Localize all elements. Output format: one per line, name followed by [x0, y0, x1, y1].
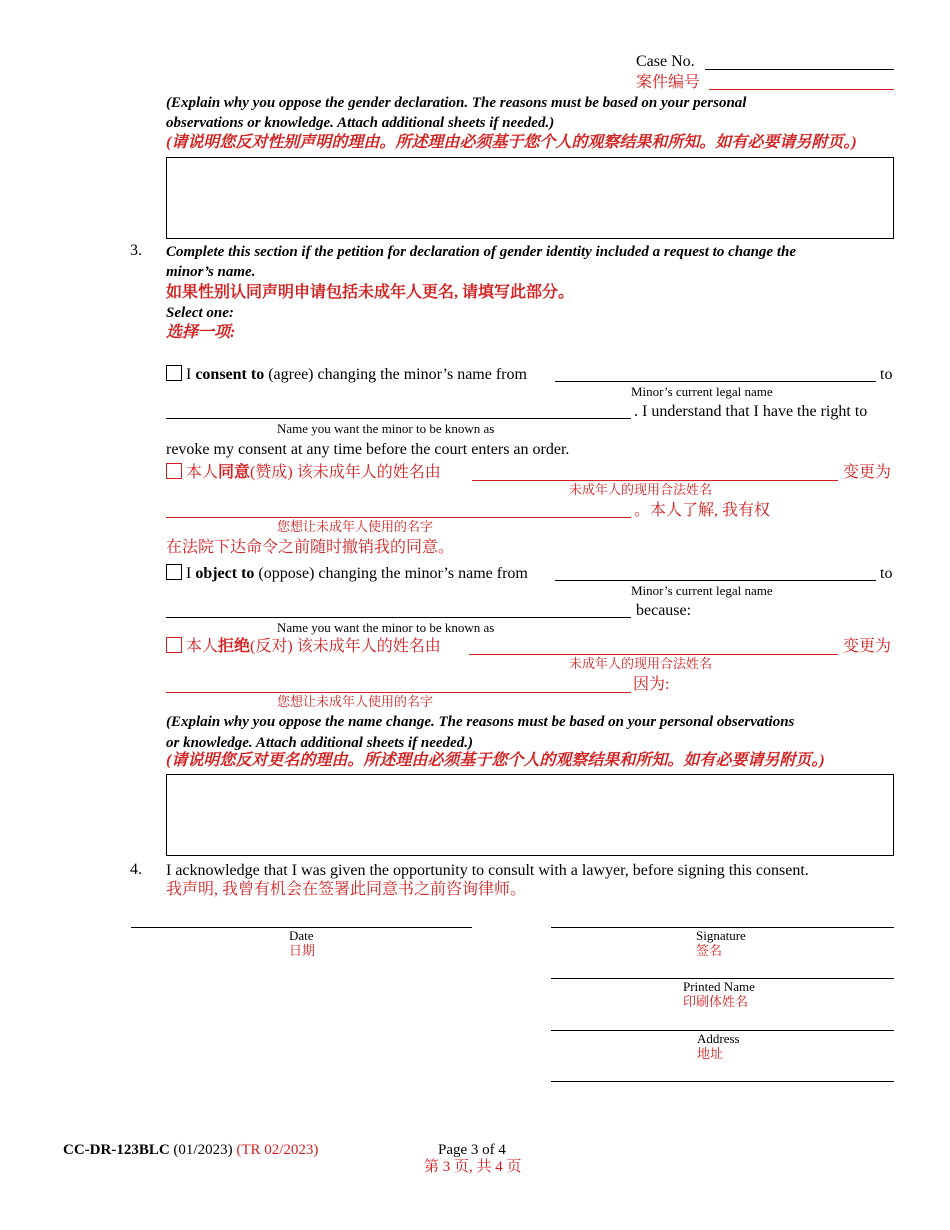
consent-zh-understand: 。本人了解, 我有权 [634, 502, 771, 519]
case-no-field[interactable] [705, 69, 894, 70]
select-one-label: Select one: [166, 305, 234, 321]
section-3-intro-2: minor’s name. [166, 264, 256, 280]
case-no-field-zh-line [709, 89, 894, 90]
object-checkbox-zh[interactable] [166, 637, 182, 653]
gender-explain-textarea[interactable] [166, 157, 894, 239]
case-no-label-zh: 案件编号 [636, 74, 701, 91]
footer-form-id: CC-DR-123BLC [63, 1142, 170, 1158]
gender-explain-instruction-zh: (请说明您反对性别声明的理由。所述理由必须基于您个人的观察结果和所知。如有必要请另附页。) [166, 134, 857, 151]
consent-current-name-field[interactable] [555, 381, 876, 382]
name-explain-instruction-2: or knowledge. Attach additional sheets if needed.) [166, 735, 473, 751]
section-4-text: I acknowledge that I was given the opportunity to consult with a lawyer, before signing this consent. [166, 862, 809, 879]
object-current-name-field[interactable] [555, 580, 876, 581]
consent-zh-rest: (赞成) 该未成年人的姓名由 [250, 464, 441, 481]
printed-name-label-zh: 印刷体姓名 [683, 994, 749, 1009]
consent-bold: consent to [195, 366, 265, 383]
name-explain-instruction-1: (Explain why you oppose the name change. The reasons must be based on your personal observations [166, 714, 795, 730]
object-new-name-field[interactable] [166, 617, 631, 618]
name-explain-textarea[interactable] [166, 774, 894, 856]
name-explain-instruction-zh: (请说明您反对更名的理由。所述理由必须基于您个人的观察结果和所知。如有必要请另附页。) [166, 752, 825, 769]
consent-understand: . I understand that I have the right to [634, 403, 868, 420]
object-checkbox[interactable] [166, 564, 182, 580]
signature-label-zh: 签名 [696, 943, 723, 958]
object-zh-rest: (反对) 该未成年人的姓名由 [250, 638, 441, 655]
consent-zh-revoke: 在法院下达命令之前随时撤销我的同意。 [166, 539, 455, 556]
date-label-zh: 日期 [289, 943, 316, 958]
footer-form-date: (01/2023) [173, 1142, 233, 1158]
section-4-text-zh: 我声明, 我曾有机会在签署此同意书之前咨询律师。 [166, 881, 527, 898]
consent-checkbox[interactable] [166, 365, 182, 381]
date-label: Date [289, 928, 314, 943]
consent-revoke: revoke my consent at any time before the court enters an order. [166, 441, 570, 458]
footer-form-id-row [63, 1141, 318, 1159]
section-3-intro-zh: 如果性别认同声明申请包括未成年人更名, 请填写此部分。 [166, 284, 575, 301]
gender-explain-instruction-2: observations or knowledge. Attach additional sheets if needed.) [166, 115, 555, 131]
signature-label: Signature [696, 928, 746, 943]
object-because: because: [636, 602, 692, 619]
object-rest: (oppose) changing the minor’s name from [258, 565, 528, 582]
consent-new-name-field[interactable] [166, 418, 631, 419]
object-zh-because: 因为: [633, 676, 670, 693]
object-prefix: I [186, 565, 192, 582]
consent-new-name-caption: Name you want the minor to be known as [277, 421, 495, 436]
consent-checkbox-zh[interactable] [166, 463, 182, 479]
consent-option-row-zh [166, 463, 441, 482]
address-label: Address [697, 1031, 740, 1046]
object-to: to [880, 565, 893, 582]
consent-current-name-field-zh[interactable] [472, 480, 838, 481]
footer-page-zh: 第 3 页, 共 4 页 [424, 1159, 522, 1175]
object-bold: object to [195, 565, 255, 582]
printed-name-label: Printed Name [683, 979, 755, 994]
object-option-row [166, 564, 528, 583]
section-3-number: 3. [130, 242, 142, 259]
address-line-2[interactable] [551, 1081, 894, 1082]
consent-new-name-caption-zh: 您想让未成年人使用的名字 [277, 519, 434, 534]
consent-current-name-caption: Minor’s current legal name [631, 384, 773, 399]
consent-zh-bold: 同意 [218, 464, 251, 481]
object-new-name-field-zh[interactable] [166, 692, 631, 693]
object-current-name-caption: Minor’s current legal name [631, 583, 773, 598]
object-option-row-zh [166, 637, 441, 656]
case-no-label: Case No. [636, 53, 695, 70]
object-zh-prefix: 本人 [186, 638, 219, 655]
consent-prefix: I [186, 366, 192, 383]
section-3-intro-1: Complete this section if the petition for declaration of gender identity included a request to change the [166, 244, 796, 260]
consent-zh-to: 变更为 [843, 464, 892, 481]
object-zh-to: 变更为 [843, 638, 892, 655]
consent-to: to [880, 366, 893, 383]
consent-new-name-field-zh[interactable] [166, 517, 631, 518]
gender-explain-instruction-1: (Explain why you oppose the gender declaration. The reasons must be based on your personal [166, 95, 747, 111]
address-label-zh: 地址 [697, 1046, 724, 1061]
object-new-name-caption: Name you want the minor to be known as [277, 620, 495, 635]
object-current-name-caption-zh: 未成年人的现用合法姓名 [569, 656, 713, 671]
footer-tr-date: (TR 02/2023) [236, 1142, 319, 1158]
section-4-number: 4. [130, 861, 142, 878]
consent-rest: (agree) changing the minor’s name from [268, 366, 527, 383]
consent-option-row [166, 365, 527, 384]
footer-page: Page 3 of 4 [438, 1142, 506, 1158]
object-zh-bold: 拒绝 [218, 638, 251, 655]
object-new-name-caption-zh: 您想让未成年人使用的名字 [277, 694, 434, 709]
consent-current-name-caption-zh: 未成年人的现用合法姓名 [569, 482, 713, 497]
object-current-name-field-zh[interactable] [469, 654, 838, 655]
consent-zh-prefix: 本人 [186, 464, 219, 481]
select-one-label-zh: 选择一项: [166, 324, 236, 341]
